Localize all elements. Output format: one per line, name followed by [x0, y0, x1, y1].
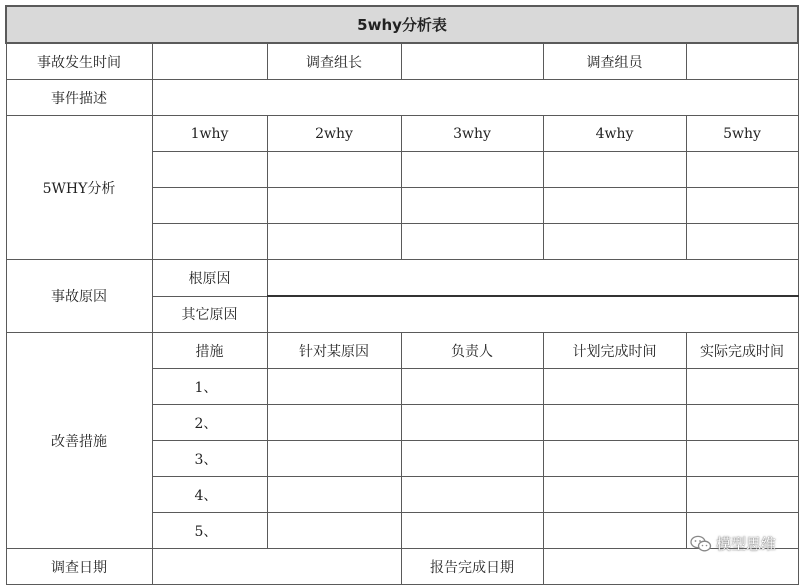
- why-cell[interactable]: [152, 152, 267, 188]
- improve-header: 措施: [152, 333, 267, 369]
- why-cell[interactable]: [686, 188, 798, 224]
- leader-label: 调查组长: [267, 43, 401, 80]
- improve-label: 改善措施: [6, 333, 152, 549]
- improve-cell[interactable]: [543, 405, 686, 441]
- root-cause-label: 根原因: [152, 260, 267, 297]
- member-cell[interactable]: [686, 43, 798, 80]
- improve-cell[interactable]: [267, 477, 401, 513]
- other-cause-cell[interactable]: [267, 296, 798, 333]
- why-header: 5why: [686, 116, 798, 152]
- improve-cell[interactable]: [686, 405, 798, 441]
- improve-cell[interactable]: [686, 477, 798, 513]
- event-desc-cell[interactable]: [152, 80, 798, 116]
- why-cell[interactable]: [267, 224, 401, 260]
- improve-cell[interactable]: [267, 369, 401, 405]
- incident-time-cell[interactable]: [152, 43, 267, 80]
- why-cell[interactable]: [543, 224, 686, 260]
- why-cell[interactable]: [401, 188, 543, 224]
- report-date-label: 报告完成日期: [401, 549, 543, 585]
- survey-date-label: 调查日期: [6, 549, 152, 585]
- why-header: 4why: [543, 116, 686, 152]
- improve-cell[interactable]: [267, 513, 401, 549]
- why-cell[interactable]: [267, 152, 401, 188]
- member-label: 调查组员: [543, 43, 686, 80]
- improve-index: 5、: [152, 513, 267, 549]
- survey-date-cell[interactable]: [152, 549, 401, 585]
- why-cell[interactable]: [401, 152, 543, 188]
- improve-index: 4、: [152, 477, 267, 513]
- table-title: 5why分析表: [6, 6, 798, 43]
- why-cell[interactable]: [401, 224, 543, 260]
- improve-cell[interactable]: [686, 369, 798, 405]
- improve-cell[interactable]: [543, 513, 686, 549]
- improve-cell[interactable]: [686, 441, 798, 477]
- five-why-table: [5, 5, 799, 585]
- improve-cell[interactable]: [401, 405, 543, 441]
- event-desc-label: 事件描述: [6, 80, 152, 116]
- incident-time-label: 事故发生时间: [6, 43, 152, 80]
- improve-header: 负责人: [401, 333, 543, 369]
- why-header: 2why: [267, 116, 401, 152]
- root-cause-cell[interactable]: [267, 260, 798, 297]
- improve-cell[interactable]: [543, 441, 686, 477]
- improve-cell[interactable]: [543, 369, 686, 405]
- improve-cell[interactable]: [401, 477, 543, 513]
- watermark-text: 模型思维: [715, 535, 776, 553]
- why-cell[interactable]: [686, 152, 798, 188]
- why-cell[interactable]: [152, 224, 267, 260]
- improve-cell[interactable]: [401, 441, 543, 477]
- why-cell[interactable]: [267, 188, 401, 224]
- wechat-icon: [690, 535, 712, 553]
- improve-cell[interactable]: [543, 477, 686, 513]
- improve-index: 2、: [152, 405, 267, 441]
- improve-cell[interactable]: [267, 441, 401, 477]
- why-cell[interactable]: [543, 188, 686, 224]
- cause-label: 事故原因: [6, 260, 152, 333]
- other-cause-label: 其它原因: [152, 296, 267, 333]
- improve-header: 针对某原因: [267, 333, 401, 369]
- why-header: 3why: [401, 116, 543, 152]
- improve-header: 计划完成时间: [543, 333, 686, 369]
- improve-index: 3、: [152, 441, 267, 477]
- why-cell[interactable]: [686, 224, 798, 260]
- improve-cell[interactable]: [401, 513, 543, 549]
- five-why-label: 5WHY分析: [6, 116, 152, 260]
- improve-cell[interactable]: [267, 405, 401, 441]
- leader-cell[interactable]: [401, 43, 543, 80]
- why-cell[interactable]: [543, 152, 686, 188]
- improve-cell[interactable]: [401, 369, 543, 405]
- improve-index: 1、: [152, 369, 267, 405]
- why-cell[interactable]: [152, 188, 267, 224]
- why-header: 1why: [152, 116, 267, 152]
- watermark: [690, 533, 776, 554]
- improve-header: 实际完成时间: [686, 333, 798, 369]
